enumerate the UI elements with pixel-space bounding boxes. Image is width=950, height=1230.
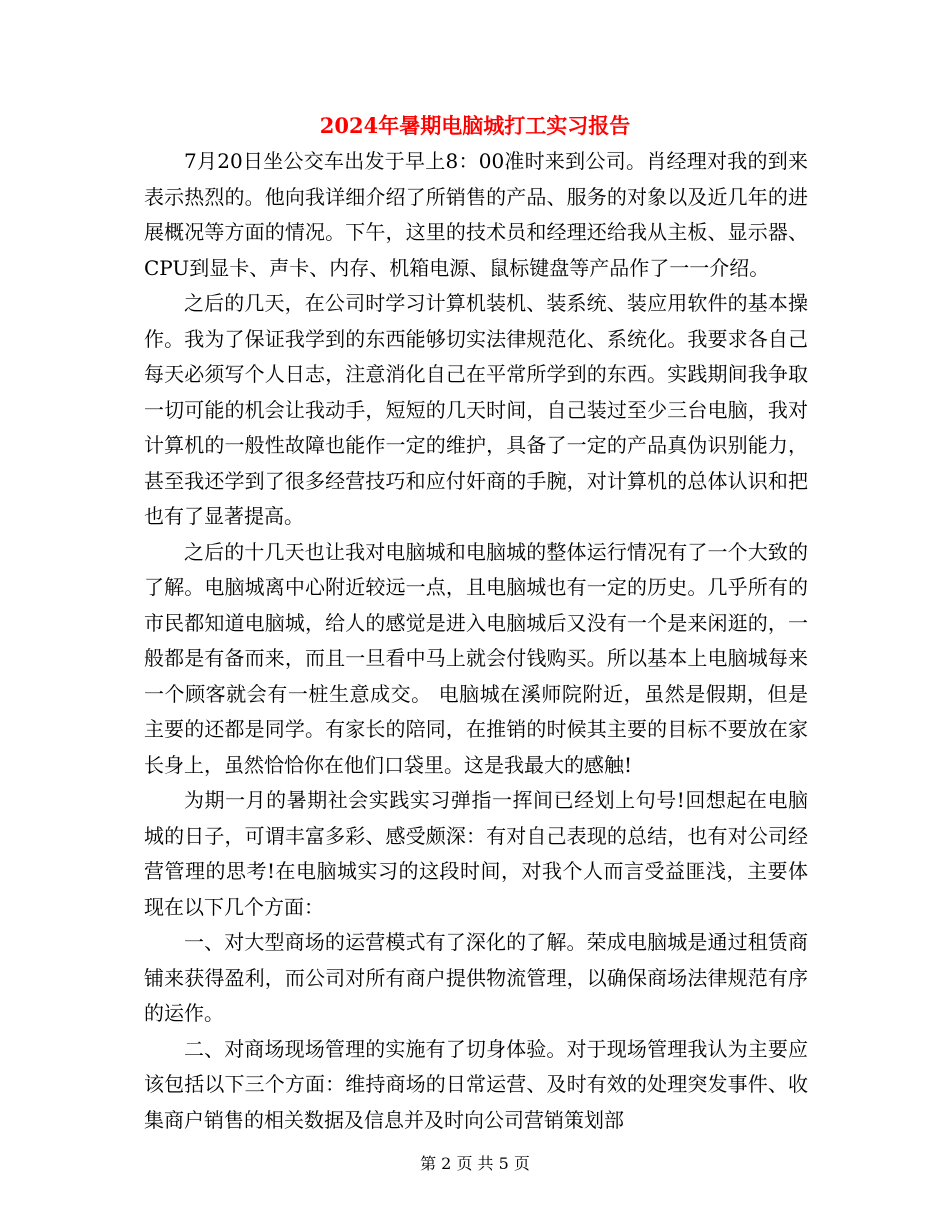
paragraph-5: 一、对大型商场的运营模式有了深化的了解。荣成电脑城是通过租赁商铺来获得盈利，而公司对所有商户提供物流管理，以确保商场法律规范有序的运作。: [144, 930, 808, 1025]
page-footer: 第 2 页 共 5 页: [420, 1154, 530, 1173]
paragraph-1: 7月20日坐公交车出发于早上8：00准时来到公司。肖经理对我的到来表示热烈的。他向我详细介绍了所销售的产品、服务的对象以及近几年的进展概况等方面的情况。下午，这里的技术员和经理还给我从主板、显示器、CPU到显卡、声卡、内存、机箱电源、鼠标键盘等产品作了一一介绍。: [144, 149, 808, 280]
paragraph-2: 之后的几天，在公司时学习计算机装机、装系统、装应用软件的基本操作。我为了保证我学到的东西能够切实法律规范化、系统化。我要求各自己每天必须写个人日志，注意消化自己在平常所学到的东西。实践期间我争取一切可能的机会让我动手，短短的几天时间，自己装过至少三台电脑，我对计算机的一般性故障也能作一定的维护，具备了一定的产品真伪识别能力，甚至我还学到了很多经营技巧和应付奸商的手腕，对计算机的总体认识和把也有了显著提高。: [144, 291, 808, 528]
document-title: 2024年暑期电脑城打工实习报告: [319, 113, 631, 138]
paragraph-4: 为期一月的暑期社会实践实习弹指一挥间已经划上句号!回想起在电脑城的日子，可谓丰富多彩、感受颇深：有对自己表现的总结，也有对公司经营管理的思考!在电脑城实习的这段时间，对我个人而言受益匪浅，主要体现在以下几个方面：: [144, 788, 808, 919]
paragraph-3: 之后的十几天也让我对电脑城和电脑城的整体运行情况有了一个大致的了解。电脑城离中心附近较远一点，且电脑城也有一定的历史。几乎所有的市民都知道电脑城，给人的感觉是进入电脑城后又没有一个是来闲逛的，一般都是有备而来，而且一旦看中马上就会付钱购买。所以基本上电脑城每来一个顾客就会有一桩生意成交。 电脑城在溪师院附近，虽然是假期，但是主要的还都是同学。有家长的陪同，在推销的时候其主要的目标不要放在家长身上，虽然恰恰你在他们口袋里。这是我最大的感触!: [144, 539, 808, 777]
paragraph-6: 二、对商场现场管理的实施有了切身体验。对于现场管理我认为主要应该包括以下三个方面：维持商场的日常运营、及时有效的处理突发事件、收集商户销售的相关数据及信息并及时向公司营销策划部: [144, 1036, 808, 1132]
document-body: [144, 144, 808, 1138]
